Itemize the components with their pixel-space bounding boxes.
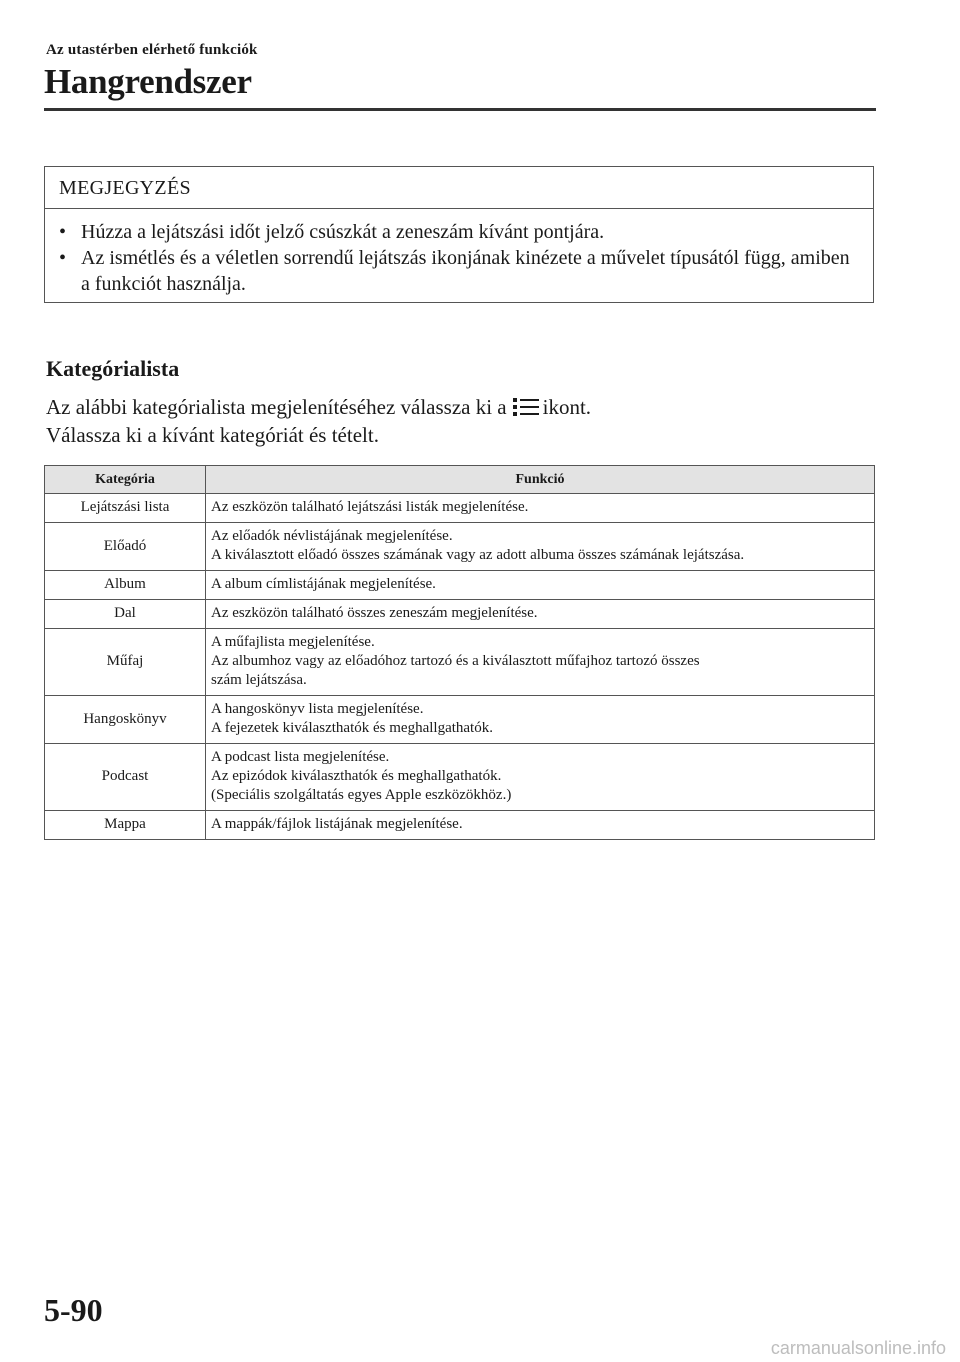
table-row <box>45 600 875 629</box>
function-line: Az eszközön található lejátszási listák megjelenítése. <box>211 499 529 515</box>
table-row <box>45 571 875 600</box>
table-row <box>45 494 875 523</box>
category-list-heading: Kategórialista <box>46 356 180 381</box>
function-cell <box>206 523 875 571</box>
function-line: A kiválasztott előadó összes számának vagy az adott albuma összes számának lejátszása. <box>211 547 745 563</box>
function-line: A album címlistájának megjelenítése. <box>211 576 436 592</box>
intro-text-after: ikont. <box>542 395 592 419</box>
function-line: A hangoskönyv lista megjelenítése. <box>211 701 424 717</box>
intro-text-before: Az alábbi kategórialista megjelenítéséhez válassza ki a <box>46 395 507 419</box>
table-row <box>45 696 875 744</box>
category-table <box>44 465 875 840</box>
table-header-row <box>45 466 875 494</box>
function-line: A műfajlista megjelenítése. <box>211 634 375 650</box>
function-line: Az albumhoz vagy az előadóhoz tartozó és a kiválasztott műfajhoz tartozó összes <box>211 653 700 669</box>
title-rule <box>44 108 876 111</box>
function-cell <box>206 571 875 600</box>
function-cell <box>206 600 875 629</box>
function-line: A mappák/fájlok listájának megjelenítése. <box>211 816 463 832</box>
function-line: szám lejátszása. <box>211 672 307 688</box>
note-heading: MEGJEGYZÉS <box>45 167 873 209</box>
function-line: A podcast lista megjelenítése. <box>211 749 390 765</box>
list-icon <box>513 397 539 417</box>
bullet-icon: • <box>59 247 67 269</box>
category-cell: Podcast <box>45 744 206 811</box>
category-cell: Hangoskönyv <box>45 696 206 744</box>
table-row <box>45 811 875 840</box>
bullet-icon: • <box>59 221 67 243</box>
page-title: Hangrendszer <box>44 62 252 101</box>
function-line: A fejezetek kiválaszthatók és meghallgathatók. <box>211 720 493 736</box>
note-item-text: Húzza a lejátszási időt jelző csúszkát a zeneszám kívánt pontjára. <box>81 221 605 243</box>
category-cell: Műfaj <box>45 629 206 696</box>
table-row <box>45 744 875 811</box>
function-cell <box>206 811 875 840</box>
table-row <box>45 523 875 571</box>
table-body <box>45 494 875 840</box>
section-label: Az utastérben elérhető funkciók <box>46 42 258 58</box>
watermark: carmanualsonline.info <box>770 1338 946 1358</box>
column-header-category: Kategória <box>45 466 206 494</box>
category-cell: Lejátszási lista <box>45 494 206 523</box>
category-cell: Mappa <box>45 811 206 840</box>
function-cell <box>206 696 875 744</box>
page-number: 5-90 <box>44 1292 103 1328</box>
note-box <box>44 166 874 303</box>
intro-line-2: Válassza ki a kívánt kategóriát és tételt. <box>46 423 379 447</box>
category-cell: Dal <box>45 600 206 629</box>
function-cell <box>206 494 875 523</box>
note-item <box>59 245 859 297</box>
function-line: Az előadók névlistájának megjelenítése. <box>211 528 453 544</box>
function-line: (Speciális szolgáltatás egyes Apple eszközökhöz.) <box>211 787 512 803</box>
function-line: Az eszközön található összes zeneszám megjelenítése. <box>211 605 538 621</box>
function-line: Az epizódok kiválaszthatók és meghallgathatók. <box>211 768 502 784</box>
function-cell <box>206 744 875 811</box>
note-item-text: Az ismétlés és a véletlen sorrendű lejátszás ikonjának kinézete a művelet típusától függ, amiben a funkciót használja. <box>81 247 850 295</box>
function-cell <box>206 629 875 696</box>
column-header-function: Funkció <box>206 466 875 494</box>
note-item <box>59 219 859 245</box>
table-row <box>45 629 875 696</box>
category-cell: Előadó <box>45 523 206 571</box>
category-cell: Album <box>45 571 206 600</box>
note-list <box>45 209 873 297</box>
category-list-intro <box>46 393 591 449</box>
